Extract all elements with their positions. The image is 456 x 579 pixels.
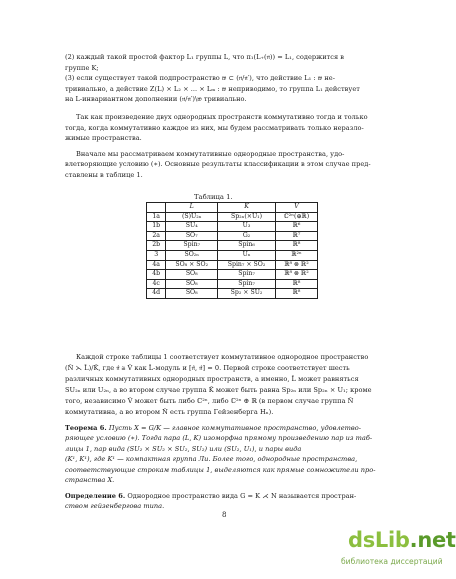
cell-l: SO₇ — [166, 231, 218, 241]
table-row — [147, 241, 318, 251]
cell-k: U₃ — [218, 222, 276, 232]
cell-l: SO₂ₙ — [166, 250, 218, 260]
row-id: 1a — [147, 212, 166, 222]
paragraph-rows-line-3: различных коммутативных однородных пространств, а именно, L̂ может равняться — [65, 375, 359, 383]
paragraph-rows-line-6: коммутативна, а во втором N̂ есть группа Гейзенберга Hₙ). — [65, 408, 274, 416]
cell-k: Spin₇ — [218, 270, 276, 280]
watermark-logo-main: dsLib — [348, 528, 410, 552]
header-cell: L̂ — [166, 203, 218, 213]
table-row — [147, 231, 318, 241]
row-id: 3 — [147, 250, 166, 260]
item-3-line-2: тривиально, а действие Z(L) × L₂ × ... × Lₘ : 𝔴 неприводимо, то группа L₁ действует — [65, 85, 360, 93]
theorem-text: Пусть X = G/K — главное коммутативное пространство, удовлетво- — [108, 424, 362, 432]
item-2-line-1: (2) каждый такой простой фактор L₁ группы L, что π₁(L₊(𝔫)) = L₁, содержится в — [65, 53, 345, 61]
paragraph-rows-line-2: (N̂ ⋋ L̂)/K̂, где 𝔫̂ ≅ V̂ как L̂-модуль и [𝔫̂, 𝔫̂] = 0. Первой строке соответствует шесть — [65, 364, 350, 372]
cell-k: Uₙ — [218, 250, 276, 260]
cell-k: Sp₂ × SU₂ — [218, 289, 276, 299]
theorem-line-6: странства X. — [65, 476, 115, 484]
cell-l: Spin₇ — [166, 241, 218, 251]
cell-k: Sp₂ₙ(×U₁) — [218, 212, 276, 222]
table-caption: Таблица 1. — [194, 193, 233, 201]
item-3-line-1: (3) если существует такой подпространство 𝔴 ⊂ (𝔫/𝔫′), что действие L₁ : 𝔴 не- — [65, 74, 335, 82]
cell-k: Spin₇ × SO₂ — [218, 260, 276, 270]
theorem-line-1 — [65, 424, 361, 434]
table-row — [147, 279, 318, 289]
cell-k: Spin₆ — [218, 241, 276, 251]
watermark-logo-suffix: .net — [409, 528, 456, 552]
item-3-line-3: на L-инвариантном дополнении (𝔫/𝔫′)\𝔴 тривиально. — [65, 95, 247, 103]
paragraph-intro-line-2: влетворяющие условию (∗). Основные результаты классификации в этом случае пред- — [65, 160, 371, 168]
paragraph-product-line-3: жимые пространства. — [65, 134, 142, 142]
theorem-line-4: (K¹, K¹), где K¹ — компактная группа Ли. Более того, однородные пространства, — [65, 455, 358, 463]
theorem-line-5: соответствующие строкам таблицы 1, выделяются как прямые сомножители про- — [65, 466, 376, 474]
paragraph-product-line-2: тогда, когда коммутативно каждое из них, мы будем рассматривать только неразло- — [65, 124, 364, 132]
watermark-subtitle: библиотека диссертаций — [341, 557, 443, 566]
cell-l: (S)U₂ₙ — [166, 212, 218, 222]
theorem-line-3: лицы 1, пар вида (SU₂ × SU₂ × SU₂, SU₂) или (SU₂, U₁), и пары вида — [65, 445, 302, 453]
row-id: 2a — [147, 231, 166, 241]
cell-v: ℝ⁸ — [276, 241, 318, 251]
cell-v: ℝ⁸ ⊗ ℝ² — [276, 270, 318, 280]
table-row — [147, 212, 318, 222]
table-header-row — [147, 203, 318, 213]
row-id: 1b — [147, 222, 166, 232]
cell-l: SO₈ — [166, 289, 218, 299]
watermark-logo — [348, 528, 456, 552]
cell-v: ℝ⁸ — [276, 289, 318, 299]
table-row — [147, 270, 318, 280]
table-row — [147, 289, 318, 299]
classification-table — [146, 202, 318, 299]
row-id: 4c — [147, 279, 166, 289]
header-cell: K̂ — [218, 203, 276, 213]
table-row — [147, 260, 318, 270]
paragraph-rows-line-1: Каждой строке таблицы 1 соответствует коммутативное однородное пространство — [76, 353, 369, 361]
row-id: 4d — [147, 289, 166, 299]
definition-line-2: ством гейзенбергова типа. — [65, 502, 165, 510]
row-id: 4a — [147, 260, 166, 270]
cell-v: ℝ²ⁿ — [276, 250, 318, 260]
row-id: 2b — [147, 241, 166, 251]
cell-v: ℝ⁷ — [276, 231, 318, 241]
paragraph-rows-line-4: SU₂ₙ или U₂ₙ, а во втором случае группа K̂ может быть равна Sp₂ₙ или Sp₂ₙ × U₁; кроме — [65, 386, 372, 394]
theorem-line-2: ряющее условию (∗). Тогда пара (L, K) изоморфна прямому произведению пар из таб- — [65, 434, 373, 442]
paragraph-product-line-1: Так как произведение двух однородных пространств коммутативно тогда и только — [76, 113, 368, 121]
cell-l: SO₈ — [166, 270, 218, 280]
paragraph-rows-line-5: того, независимо V̂ может быть либо ℂ²ⁿ, либо ℂ²ⁿ ⊕ ℝ (в первом случае группа N̂ — [65, 397, 354, 405]
cell-v: ℝ⁸ — [276, 279, 318, 289]
table-row — [147, 250, 318, 260]
item-2-line-2: группе K; — [65, 64, 99, 72]
theorem-label: Теорема 6. — [65, 424, 107, 432]
table-row — [147, 222, 318, 232]
paragraph-intro-line-3: ставлены в таблице 1. — [65, 171, 143, 179]
definition-label: Определение 6. — [65, 492, 126, 500]
cell-l: SO₈ — [166, 279, 218, 289]
definition-text: Однородное пространство вида G = K ⋌ N называется простран- — [127, 492, 357, 500]
header-cell — [147, 203, 166, 213]
cell-k: G₂ — [218, 231, 276, 241]
header-cell: V̂ — [276, 203, 318, 213]
cell-k: Spin₇ — [218, 279, 276, 289]
paragraph-intro-line-1: Вначале мы рассматриваем коммутативные однородные пространства, удо- — [76, 150, 345, 158]
cell-v: ℝ⁶ — [276, 222, 318, 232]
cell-v: ℝ⁸ ⊗ ℝ² — [276, 260, 318, 270]
page-number: 8 — [222, 511, 227, 519]
watermark — [338, 528, 456, 579]
definition-line-1 — [65, 492, 356, 502]
cell-v: ℂ²ⁿ(⊕ℝ) — [276, 212, 318, 222]
row-id: 4b — [147, 270, 166, 280]
cell-l: SO₈ × SO₂ — [166, 260, 218, 270]
cell-l: SU₄ — [166, 222, 218, 232]
